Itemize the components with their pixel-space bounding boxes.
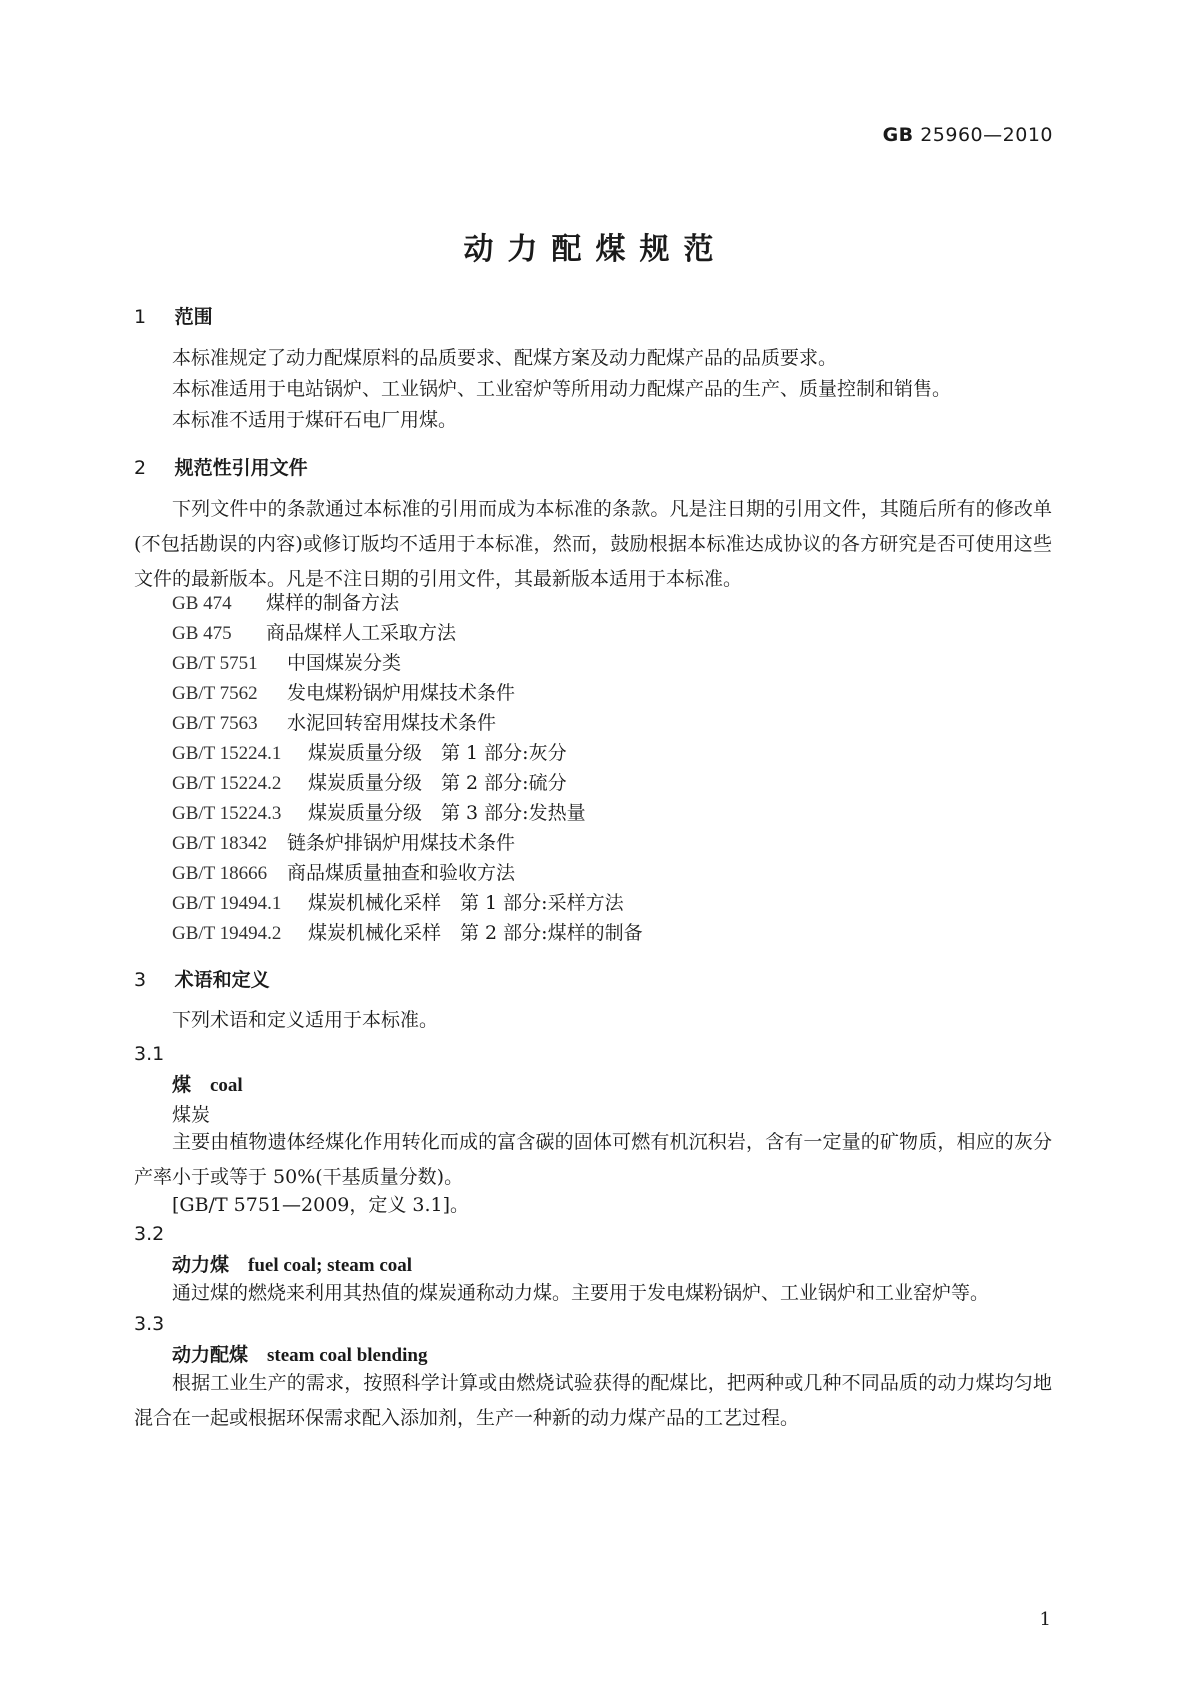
reference-item xyxy=(172,918,643,945)
ref-title: 煤炭质量分级 第 3 部分:发热量 xyxy=(308,802,586,824)
reference-item xyxy=(172,708,496,735)
reference-item xyxy=(172,648,401,675)
section-title: 规范性引用文件 xyxy=(174,457,308,479)
ref-title: 煤炭质量分级 第 1 部分:灰分 xyxy=(308,742,567,764)
paragraph: 本标准适用于电站锅炉、工业锅炉、工业窑炉等所用动力配煤产品的生产、质量控制和销售。 xyxy=(172,378,952,400)
paragraph: 本标准规定了动力配煤原料的品质要求、配煤方案及动力配煤产品的品质要求。 xyxy=(172,347,838,369)
ref-title: 商品煤样人工采取方法 xyxy=(266,622,457,644)
ref-title: 煤炭机械化采样 第 1 部分:采样方法 xyxy=(308,892,624,914)
paragraph: 本标准不适用于煤矸石电厂用煤。 xyxy=(172,409,458,431)
term-definition: 通过煤的燃烧来利用其热值的煤炭通称动力煤。主要用于发电煤粉锅炉、工业锅炉和工业窑炉等。 xyxy=(172,1282,990,1304)
ref-code: GB/T 5751 xyxy=(172,653,258,674)
reference-item xyxy=(172,678,515,705)
reference-item xyxy=(172,588,399,615)
standard-code xyxy=(883,124,1053,146)
ref-code: GB 475 xyxy=(172,623,232,644)
ref-code: GB 474 xyxy=(172,593,232,614)
ref-code: GB/T 18342 xyxy=(172,833,268,854)
paragraph: 下列文件中的条款通过本标准的引用而成为本标准的条款。凡是注日期的引用文件，其随后所有的修改单(不包括勘误的内容)或修订版均不适用于本标准，然而，鼓励根据本标准达成协议的各方研究是否可使用这些文件的最新版本。凡是不注日期的引用文件，其最新版本适用于本标准。 xyxy=(134,498,1052,590)
section-title: 术语和定义 xyxy=(174,969,270,991)
reference-item xyxy=(172,618,456,645)
ref-title: 水泥回转窑用煤技术条件 xyxy=(287,712,497,734)
ref-code: GB/T 7563 xyxy=(172,713,258,734)
section-number: 1 xyxy=(134,306,147,328)
term-synonym: 煤炭 xyxy=(172,1104,211,1126)
ref-title: 煤炭质量分级 第 2 部分:硫分 xyxy=(308,772,567,794)
ref-title: 煤样的制备方法 xyxy=(266,592,400,614)
ref-code: GB/T 19494.2 xyxy=(172,923,282,944)
term-number: 3.2 xyxy=(134,1223,165,1245)
section-heading-2 xyxy=(134,453,308,480)
ref-code: GB/T 15224.3 xyxy=(172,803,282,824)
section-title: 范围 xyxy=(174,306,213,328)
reference-item xyxy=(172,798,586,825)
term-definition: 主要由植物遗体经煤化作用转化而成的富含碳的固体可燃有机沉积岩，含有一定量的矿物质，相应的灰分产率小于或等于 50%(干基质量分数)。 xyxy=(134,1131,1052,1188)
term-name: 动力配煤 steam coal blending xyxy=(172,1345,428,1366)
page-number: 1 xyxy=(1039,1609,1051,1630)
term-definition: 根据工业生产的需求，按照科学计算或由燃烧试验获得的配煤比，把两种或几种不同品质的动力煤均匀地混合在一起或根据环保需求配入添加剂，生产一种新的动力煤产品的工艺过程。 xyxy=(134,1372,1052,1429)
term-number: 3.3 xyxy=(134,1313,165,1335)
ref-title: 发电煤粉锅炉用煤技术条件 xyxy=(287,682,516,704)
term-name: 煤 coal xyxy=(172,1075,243,1096)
standard-code-number: 25960—2010 xyxy=(920,124,1053,146)
paragraph: 下列术语和定义适用于本标准。 xyxy=(172,1009,439,1031)
standard-code-prefix: GB xyxy=(882,124,914,146)
ref-code: GB/T 18666 xyxy=(172,863,268,884)
ref-title: 链条炉排锅炉用煤技术条件 xyxy=(287,832,516,854)
section-heading-3 xyxy=(134,965,270,992)
term-number: 3.1 xyxy=(134,1043,165,1065)
section-number: 3 xyxy=(134,969,147,991)
reference-item xyxy=(172,738,567,765)
ref-code: GB/T 15224.2 xyxy=(172,773,282,794)
term-source: [GB/T 5751—2009，定义 3.1]。 xyxy=(172,1194,470,1216)
ref-title: 商品煤质量抽查和验收方法 xyxy=(287,862,516,884)
reference-item xyxy=(172,858,515,885)
page-title: 动力配煤规范 xyxy=(463,232,728,267)
term-name: 动力煤 fuel coal; steam coal xyxy=(172,1255,413,1276)
section-number: 2 xyxy=(134,457,147,479)
reference-item xyxy=(172,888,624,915)
ref-code: GB/T 19494.1 xyxy=(172,893,282,914)
ref-title: 煤炭机械化采样 第 2 部分:煤样的制备 xyxy=(308,922,643,944)
ref-title: 中国煤炭分类 xyxy=(287,652,402,674)
section-heading-1 xyxy=(134,302,213,329)
ref-code: GB/T 7562 xyxy=(172,683,258,704)
reference-item xyxy=(172,828,515,855)
ref-code: GB/T 15224.1 xyxy=(172,743,282,764)
reference-item xyxy=(172,768,567,795)
